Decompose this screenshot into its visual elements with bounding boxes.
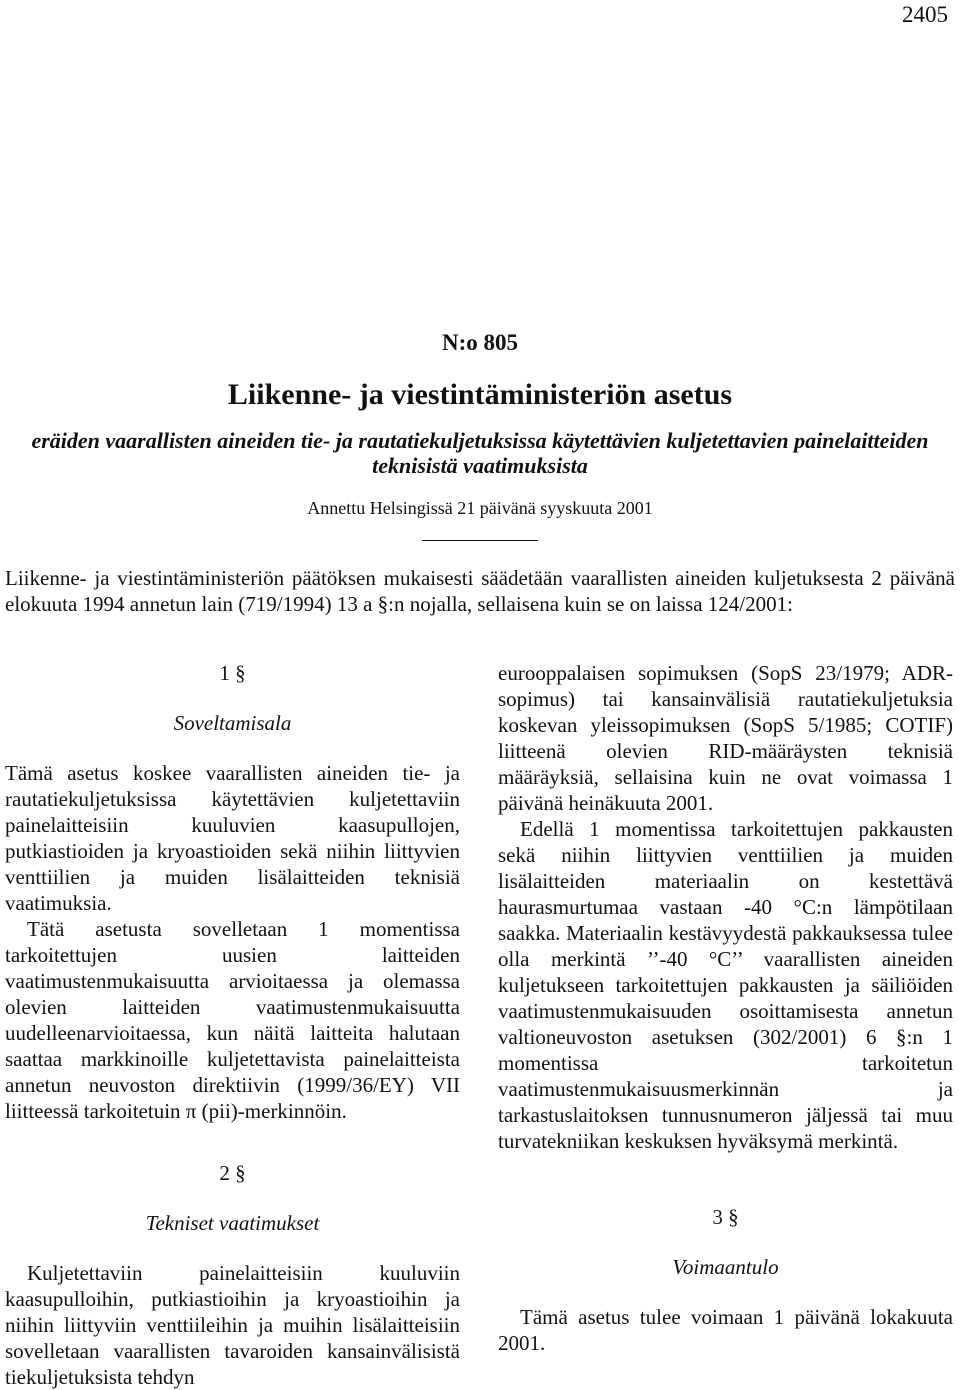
section-2-heading: Tekniset vaatimukset <box>145 1211 320 1235</box>
right-column <box>498 660 953 1356</box>
page-title: Liikenne- ja viestintäministeriön asetus <box>227 378 733 411</box>
section-1-number: 1 § <box>219 661 246 685</box>
section-2-paragraph-1: Kuljetettaviin painelaitteisiin kuuluviin kaasupulloihin, putkiastioihin ja kryoastioihin ja niihin liittyviin venttiileihin ja muihin lisälaitteisiin sovelletaan vaarallisten tavaroiden kansainvälisistä tiekuljetuksista tehdyn <box>5 1261 460 1389</box>
section-3-heading: Voimaantulo <box>672 1255 779 1279</box>
section-1-paragraph-2: Tätä asetusta sovelletaan 1 momentissa tarkoitettujen uusien laitteiden vaatimustenmukaisuutta arvioitaessa ja olemassa olevien laitteiden vaatimustenmukaisuutta uudelleenarvioitaessa, kun näitä laitteita halutaan saattaa markkinoille kuljetettavista painelaitteista annetun neuvoston direktiivin (1999/36/EY) VII liitteessä tarkoitetuin π (pii)-merkinnöin. <box>5 917 460 1123</box>
statute-number: N:o 805 <box>441 330 519 355</box>
preamble: Liikenne- ja viestintäministeriön päätöksen mukaisesti säädetään vaarallisten aineiden kuljetuksesta 2 päivänä elokuuta 1994 annetun lain (719/1994) 13 a §:n nojalla, sellaisena kuin se on laissa 124/2001: <box>5 566 955 616</box>
section-1-paragraph-1: Tämä asetus koskee vaarallisten aineiden tie- ja rautatiekuljetuksissa käytettävien kuljetettaviin painelaitteisiin kuuluvien kaasupullojen, putkiastioiden ja kryoastioiden sekä niihin liittyvien venttiilien ja muiden lisälaitteiden teknisiä vaatimuksia. <box>5 761 460 915</box>
divider <box>422 540 538 541</box>
issued-date-line: Annettu Helsingissä 21 päivänä syyskuuta 2001 <box>307 498 653 518</box>
page-number: 2405 <box>902 2 948 27</box>
section-2-paragraph-1-continued: eurooppalaisen sopimuksen (SopS 23/1979; ADR-sopimus) tai kansainvälisiä rautatiekuljetuksia koskevan yleissopimuksen (SopS 5/1985; COTIF) liitteenä olevien RID-määräysten teknisiä määräyksiä, sellaisina kuin ne ovat voimassa 1 päivänä heinäkuuta 2001. <box>498 661 953 815</box>
left-column <box>5 660 460 1390</box>
section-2-number: 2 § <box>219 1161 246 1185</box>
section-2-paragraph-2: Edellä 1 momentissa tarkoitettujen pakkausten sekä niihin liittyvien venttiilien ja muiden lisälaitteiden materiaalin on kestettävä haurasmurtumaa vastaan -40 °C:n lämpötilaan saakka. Materiaalin kestävyydestä pakkauksessa tulee olla merkintä ’’-40 °C’’ vaarallisten aineiden kuljetukseen tarkoitettujen pakkausten ja säiliöiden vaatimustenmukaisuuden osoittamisesta annetun valtioneuvoston asetuksen (302/2001) 6 §:n 1 momentissa tarkoitetun vaatimustenmukaisuusmerkinnän ja tarkastuslaitoksen tunnusnumeron jäljessä tai muu turvatekniikan keskuksen hyväksymä merkintä. <box>498 817 953 1153</box>
section-3-number: 3 § <box>712 1205 739 1229</box>
section-1-heading: Soveltamisala <box>173 711 292 735</box>
page-subtitle: eräiden vaarallisten aineiden tie- ja rautatiekuljetuksissa käytettävien kuljetettavien painelaitteiden teknisistä vaatimuksista <box>31 428 929 478</box>
section-3-paragraph-1: Tämä asetus tulee voimaan 1 päivänä lokakuuta 2001. <box>498 1305 953 1355</box>
